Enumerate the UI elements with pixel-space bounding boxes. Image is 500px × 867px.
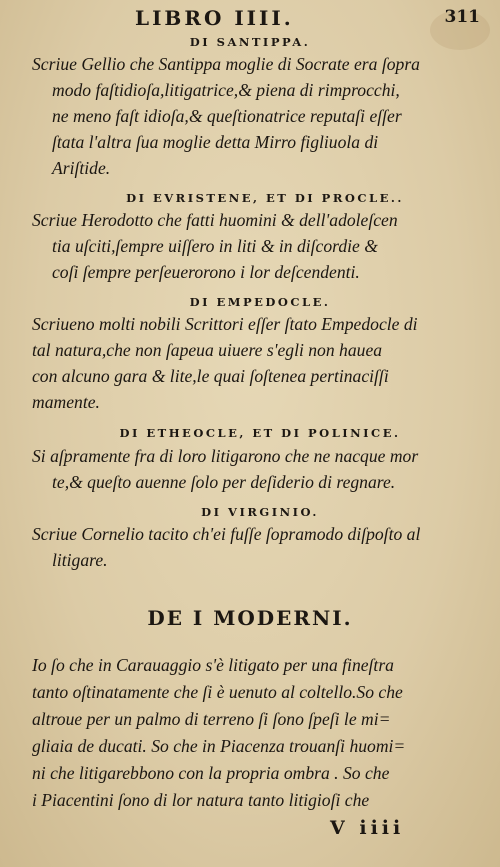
text-line: con alcuno gara & lite,le quai ſoſtenea pertinaciſſi	[32, 366, 389, 386]
text-line: Io ſo che in Carauaggio s'è litigato per una fineſtra	[32, 655, 394, 675]
text-line: litigare.	[52, 550, 108, 570]
text-line: altroue per un palmo di terreno ſi ſono ſpeſi le mi=	[32, 709, 391, 729]
page-header	[0, 6, 500, 30]
text-line: ne meno faſt idioſa,& queſtionatrice reputaſi eſſer	[52, 106, 402, 126]
section-heading: DI SANTIPPA.	[189, 35, 311, 49]
text-line: Scriue Cornelio tacito ch'ei fuſſe ſopramodo diſpoſto al	[32, 524, 421, 544]
running-head: LIBRO IIII.	[135, 6, 294, 30]
text-line: i Piacentini ſono di lor natura tanto litigioſi che	[32, 790, 370, 810]
text-line: ſtata l'altra ſua moglie detta Mirro figliuola di	[52, 132, 379, 152]
text-line: tal natura,che non ſapeua uiuere s'egli non hauea	[32, 340, 383, 360]
signature-mark: V iiii	[330, 817, 405, 839]
section-heading: DI VIRGINIO.	[201, 505, 319, 519]
text-line: tia uſciti,ſempre uiſſero in liti & in diſcordie &	[52, 236, 378, 256]
section-heading: DI EMPEDOCLE.	[189, 295, 331, 309]
text-line: modo faſtidioſa,litigatrice,& piena di rimprocchi,	[52, 80, 400, 100]
text-line: Ariſtide.	[52, 158, 111, 178]
text-line: Scriue Gellio che Santippa moglie di Socrate era ſopra	[32, 54, 420, 74]
text-line: gliaia de ducati. So che in Piacenza trouanſi huomi=	[32, 736, 406, 756]
text-line: te,& queſto auenne ſolo per deſiderio di regnare.	[52, 472, 396, 492]
text-line: coſi ſempre perſeuerorono i lor deſcendenti.	[52, 262, 360, 282]
text-line: Si aſpramente fra di loro litigarono che ne nacque mor	[32, 446, 419, 466]
text-line: Scriue Herodotto che fatti huomini & dell'adoleſcen	[32, 210, 398, 230]
text-line: mamente.	[32, 392, 100, 412]
chapter-heading: DE I MODERNI.	[147, 606, 353, 630]
section-heading: DI ETHEOCLE, ET DI POLINICE.	[119, 426, 401, 440]
text-line: Scriueno molti nobili Scrittori eſſer ſtato Empedocle di	[32, 314, 418, 334]
section-heading: DI EVRISTENE, ET DI PROCLE..	[126, 191, 404, 205]
text-line: ni che litigarebbono con la propria ombra . So che	[32, 763, 390, 783]
text-line: tanto oſtinatamente che ſi è uenuto al coltello.So che	[32, 682, 403, 702]
folio-number: 311	[444, 7, 480, 27]
